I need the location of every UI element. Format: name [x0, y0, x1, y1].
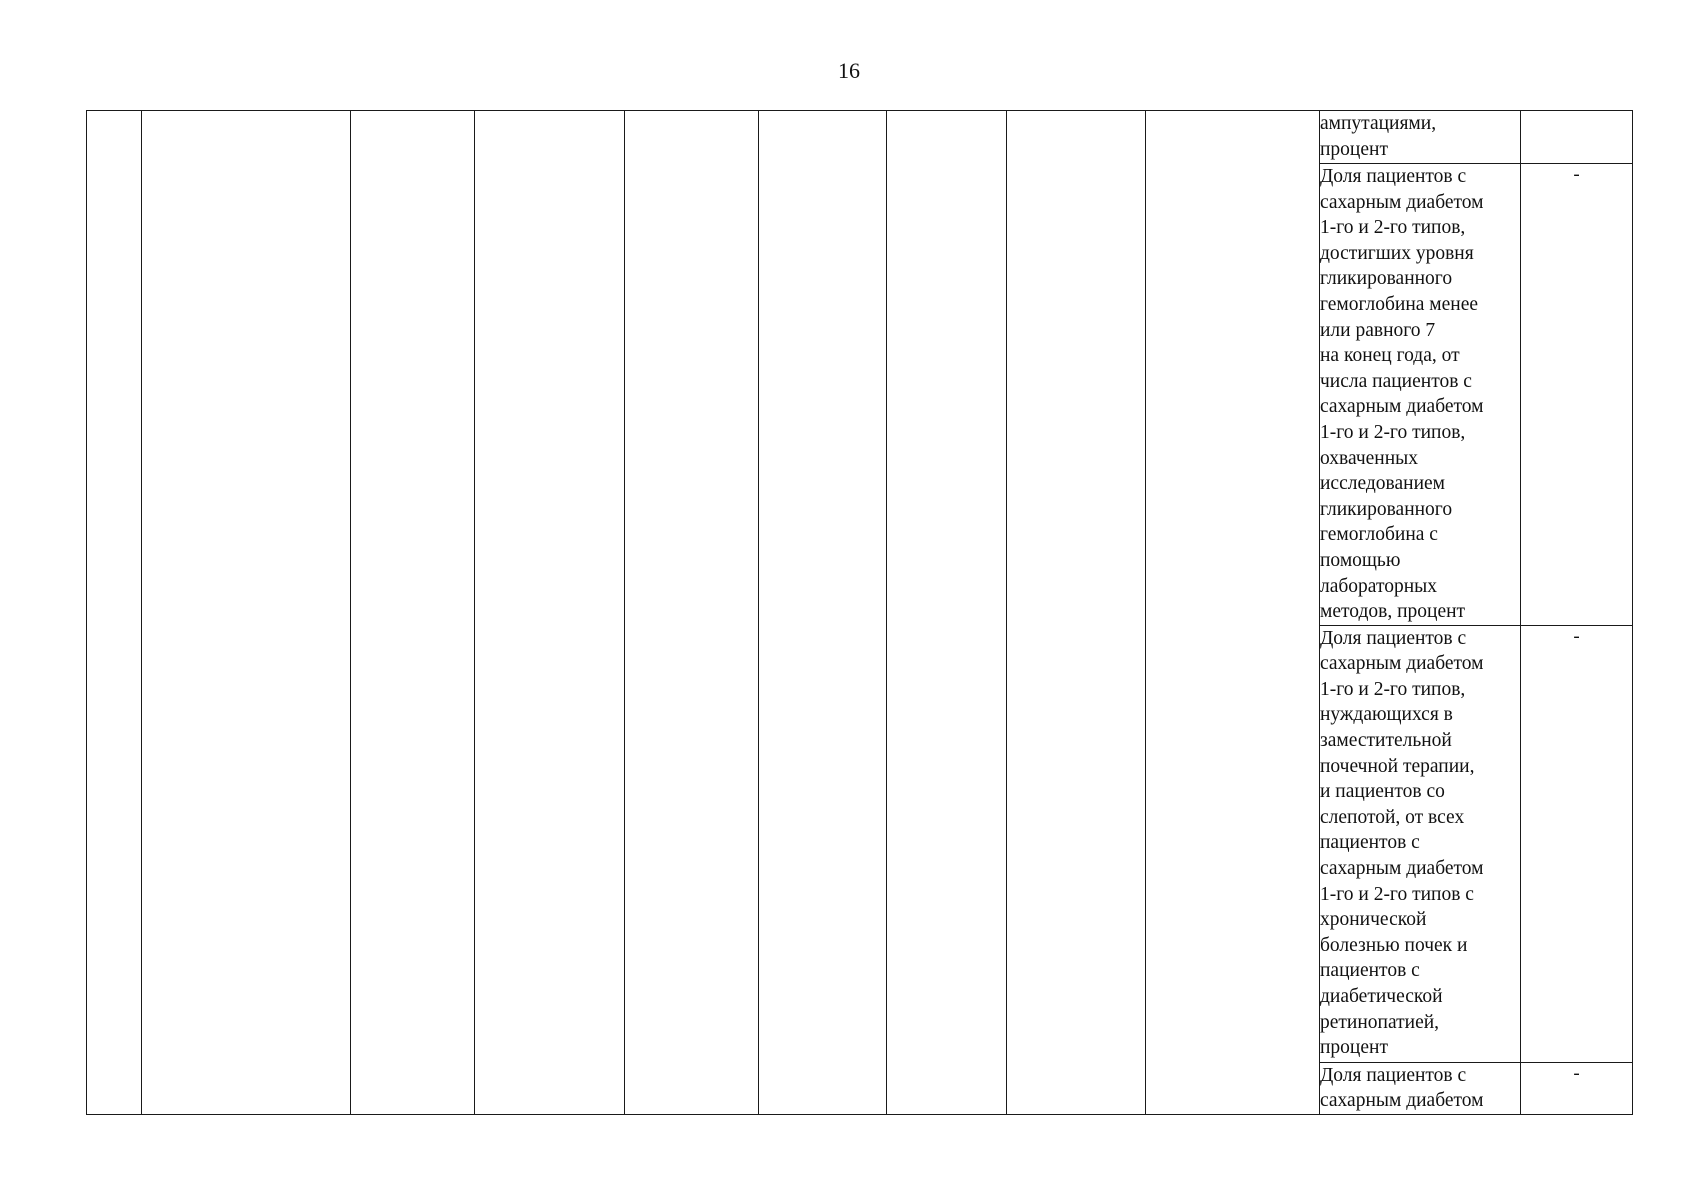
table-row	[87, 111, 1633, 164]
table-cell-empty	[887, 111, 1007, 1115]
value-cell: -	[1521, 625, 1633, 1062]
table-cell-empty	[142, 111, 351, 1115]
indicator-cell: Доля пациентов с сахарным диабетом 1-го и 2-го типов, достигших уровня гликированного гемоглобина менее или равного 7 на конец года, от числа пациентов с сахарным диабетом 1-го и 2-го типов, охваченных исследованием гликированного гемоглобина с помощью лабораторных методов, процент	[1320, 164, 1521, 626]
value-cell: -	[1521, 1062, 1633, 1114]
page-number: 16	[838, 58, 860, 83]
table-cell-empty	[475, 111, 625, 1115]
indicator-cell: ампутациями, процент	[1320, 111, 1521, 164]
value-cell	[1521, 111, 1633, 164]
table-cell-empty	[87, 111, 142, 1115]
indicator-cell: Доля пациентов с сахарным диабетом 1-го и 2-го типов, нуждающихся в заместительной почечной терапии, и пациентов со слепотой, от всех пациентов с сахарным диабетом 1-го и 2-го типов с хронической болезнью почек и пациентов с диабетической ретинопатией, процент	[1320, 625, 1521, 1062]
table-cell-empty	[1007, 111, 1146, 1115]
table-cell-empty	[351, 111, 475, 1115]
value-cell: -	[1521, 164, 1633, 626]
table-cell-empty	[625, 111, 759, 1115]
indicator-cell: Доля пациентов с сахарным диабетом	[1320, 1062, 1521, 1114]
table-cell-empty	[759, 111, 887, 1115]
table-cell-empty	[1146, 111, 1320, 1115]
data-table	[86, 110, 1633, 1115]
